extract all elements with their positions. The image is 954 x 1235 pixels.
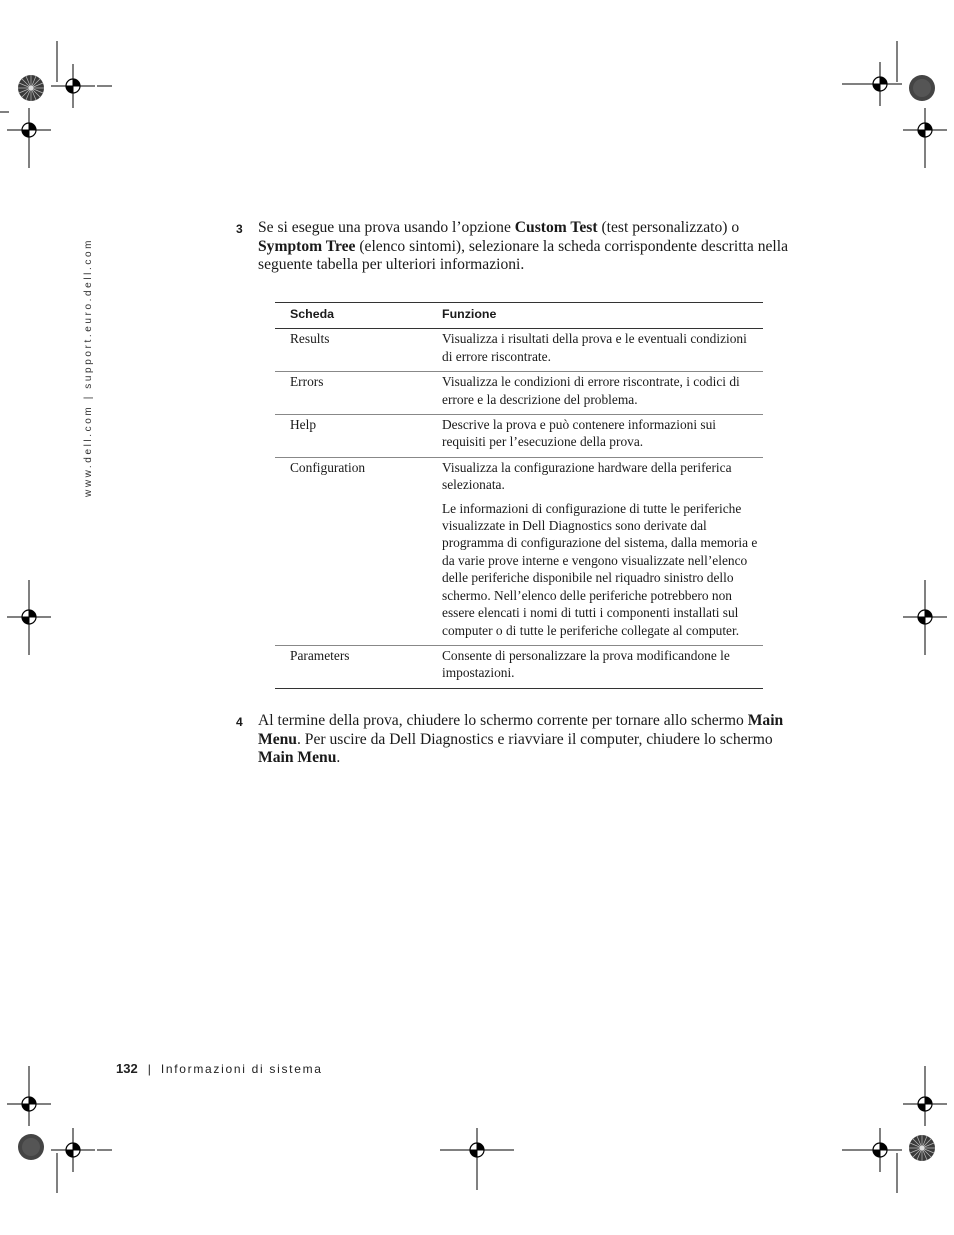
- description-paragraph: Visualizza le condizioni di errore riscontrate, i codici di errore e la descrizione del problema.: [442, 374, 740, 407]
- text-run: .: [336, 749, 341, 767]
- text-run: Al termine della prova, chiudere lo schermo corrente per tornare allo schermo: [258, 712, 748, 729]
- section-title: Informazioni di sistema: [160, 1062, 323, 1076]
- description-paragraph: Visualizza la configurazione hardware della periferica selezionata.: [442, 459, 732, 493]
- tab-name: Help: [275, 415, 442, 458]
- side-url: www.dell.com | support.euro.dell.com: [83, 237, 94, 497]
- step-number: 3: [236, 222, 243, 236]
- step-3: [236, 219, 796, 279]
- text-run: (elenco sintomi), selezionare la scheda corrispondente descritta nella seguente tabella per ulteriori informazioni.: [258, 237, 788, 274]
- step-text: [258, 712, 796, 768]
- tab-name: Results: [275, 329, 442, 372]
- step-text: [258, 219, 796, 275]
- tab-name: Configuration: [275, 457, 442, 645]
- column-header-tab: Scheda: [275, 303, 442, 329]
- option-symptom-tree: Symptom Tree: [258, 237, 356, 255]
- description-paragraph: Le informazioni di configurazione di tutte le periferiche visualizzate in Dell Diagnostics sono derivate dal programma di configurazione del sistema, dalla memoria e da varie prove interne e vengono visualizzate nell’elenco delle periferiche disponibile nel riquadro sinistro dello schermo. Nell’elenco delle periferiche potrebbero non essere elencati i nomi di tutti i componenti installati sul computer o di tutte le periferiche collegate al computer.: [442, 500, 758, 638]
- screen-main-menu: Main Menu: [258, 749, 337, 767]
- footer-separator: |: [147, 1062, 151, 1076]
- tabs-table: [275, 302, 763, 689]
- step-number: 4: [236, 715, 243, 729]
- text-run: (test personalizzato) o: [597, 219, 740, 236]
- tab-name: Parameters: [275, 645, 442, 688]
- option-custom-test: Custom Test: [514, 219, 598, 236]
- table-header-row: [275, 303, 763, 329]
- step-4: [236, 712, 796, 772]
- tab-description: [442, 645, 763, 688]
- screen-main-menu: Main Menu: [258, 712, 784, 748]
- description-paragraph: Descrive la prova e può contenere informazioni sui requisiti per l’esecuzione della prova.: [442, 417, 717, 450]
- tab-name: Errors: [275, 372, 442, 415]
- table-row: [275, 457, 763, 645]
- tab-description: [442, 329, 763, 372]
- tab-description: [442, 415, 763, 458]
- table-row: [275, 372, 763, 415]
- page-footer: [116, 1061, 323, 1079]
- table-row: [275, 329, 763, 372]
- table-row: [275, 415, 763, 458]
- text-run: . Per uscire da Dell Diagnostics e riavviare il computer, chiudere lo schermo: [296, 730, 773, 748]
- table-row: [275, 645, 763, 688]
- tab-description: [442, 372, 763, 415]
- tab-description: [442, 457, 763, 645]
- column-header-function: Funzione: [442, 303, 763, 329]
- text-run: Se si esegue una prova usando l’opzione: [258, 219, 515, 236]
- description-paragraph: Consente di personalizzare la prova modificandone le impostazioni.: [442, 647, 730, 681]
- description-paragraph: Visualizza i risultati della prova e le eventuali condizioni di errore riscontrate.: [442, 331, 747, 364]
- page-number: 132: [116, 1061, 138, 1076]
